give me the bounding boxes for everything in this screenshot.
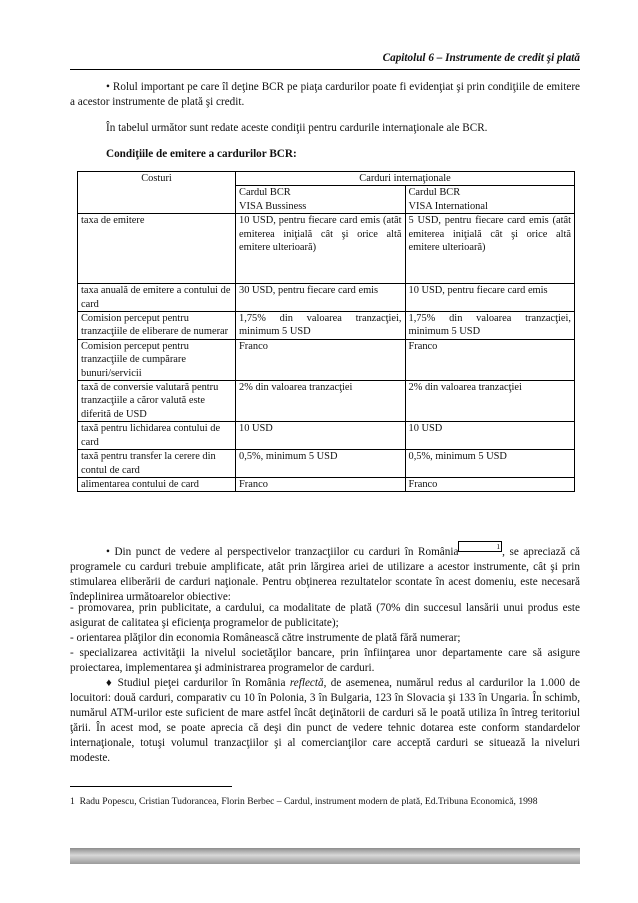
row-value-business: Franco (236, 339, 405, 380)
row-value-business: Franco (236, 477, 405, 491)
perspectives-text: Din punct de vedere al perspectivelor tranzacţiilor cu carduri în România (114, 546, 459, 558)
footnote-mark: 1 (70, 796, 75, 807)
bullet-icon: • (106, 81, 110, 93)
row-value-international: 10 USD, pentru fiecare card emis (405, 284, 575, 312)
diamond-bullet-icon: ♦ (106, 677, 114, 689)
table-row (78, 339, 575, 380)
market-study-paragraph (70, 676, 580, 766)
table-row (78, 381, 575, 422)
market-study-text: Studiul pieţei cardurilor în România (117, 677, 290, 689)
objective-item: - promovarea, prin publicitate, a cardului, ca modalitate de plată (70% din succesul lansării unui produs este asigurat de calitatea şi eficienţa programelor de publicitate); (70, 602, 580, 629)
header-card-international: Cardul BCR VISA International (405, 186, 575, 214)
header-international: Carduri internaţionale (236, 172, 575, 186)
row-value-international: Franco (405, 477, 575, 491)
row-value-business: 1,75% din valoarea tranzacţiei, minimum 5 USD (236, 312, 405, 340)
perspectives-text-cont: , se apreciază că programele cu carduri trebuie amplificate, atât prin lărgirea ariei de utilizare a acestor instrumente, cât şi prin stimularea eliberării de carduri naţionale. Pentru obţinerea rezultatelor scontate în acest domeniu, este necesară îndeplinirea următoarelor obiective: (70, 546, 580, 603)
row-value-international: 2% din valoarea tranzacţiei (405, 381, 575, 422)
footer-decoration (70, 848, 580, 864)
row-value-international: 0,5%, minimum 5 USD (405, 450, 575, 478)
footnote-reference[interactable]: 1 (458, 541, 502, 552)
row-cost: taxă pentru lichidarea contului de card (78, 422, 236, 450)
row-value-international: Franco (405, 339, 575, 380)
intro-text: Rolul important pe care îl deţine BCR pe piaţa cardurilor poate fi evidenţiat şi prin condiţiile de emitere a acestor instrumente de plată şi credit. (70, 81, 581, 108)
table-row (78, 422, 575, 450)
table-row (78, 284, 575, 312)
perspectives-paragraph (70, 541, 580, 605)
table-header-row (78, 172, 575, 186)
row-value-international: 1,75% din valoarea tranzacţiei, minimum 5 USD (405, 312, 575, 340)
bullet-icon: • (106, 546, 110, 558)
row-value-business: 10 USD (236, 422, 405, 450)
table-heading: Condiţiile de emitere a cardurilor BCR: (106, 148, 297, 160)
row-cost: alimentarea contului de card (78, 477, 236, 491)
table-row (78, 214, 575, 284)
row-cost: taxa anuală de emitere a contului de card (78, 284, 236, 312)
row-value-business: 30 USD, pentru fiecare card emis (236, 284, 405, 312)
row-value-international: 5 USD, pentru fiecare card emis (atât emiterea iniţială cât şi orice altă emitere ulterioară) (405, 214, 575, 284)
footnote-text: Radu Popescu, Cristian Tudorancea, Florin Berbec – Cardul, instrument modern de plată, Ed.Tribuna Economică, 1998 (79, 796, 538, 807)
row-cost: Comision perceput pentru tranzacţiile de eliberare de numerar (78, 312, 236, 340)
table-intro-paragraph: În tabelul următor sunt redate aceste condiţii pentru cardurile internaţionale ale BCR. (106, 122, 488, 134)
header-card-business: Cardul BCR VISA Bussiness (236, 186, 405, 214)
row-value-business: 10 USD, pentru fiecare card emis (atât emiterea iniţială cât şi orice altă emitere ulterioară) (236, 214, 405, 284)
objective-item: - orientarea plăţilor din economia Românească către instrumente de plată fără numerar; (70, 632, 461, 644)
footnote-rule (70, 786, 232, 787)
footnote (70, 795, 580, 808)
row-cost: taxa de emitere (78, 214, 236, 284)
row-cost: taxă de conversie valutară pentru tranzacţiile a căror valută este diferită de USD (78, 381, 236, 422)
market-study-text-cont: , de asemenea, numărul redus al cardurilor la 1.000 de locuitori: două carduri, comparativ cu 10 în Polonia, 3 în Bulgaria, 123 în Slovacia şi 133 în Ungaria. În schimb, numărul ATM-urilor este suficient de mare astfel încât deţinătorii de carduri să le poată utiliza în întreg teritoriul ţării. În acest mod, se poate aprecia că deşi din punct de vedere tehnic dotarea este conform standardelor internaţionale, totuşi volumul tranzacţiilor şi al comercianţilor care acceptă carduri se situează la niveluri modeste. (70, 677, 580, 764)
table-row (78, 312, 575, 340)
emphasis-text: reflectă (289, 677, 324, 689)
table-row (78, 477, 575, 491)
header-costs: Costuri (78, 172, 236, 214)
objective-item: - specializarea activităţii la nivelul societăţilor bancare, prin înfiinţarea unor departamente care să asigure proiectarea, implementarea şi administrarea programelor de carduri. (70, 647, 580, 674)
row-value-business: 2% din valoarea tranzacţiei (236, 381, 405, 422)
row-cost: Comision perceput pentru tranzacţiile de cumpărare bunuri/servicii (78, 339, 236, 380)
chapter-header: Capitolul 6 – Instrumente de credit şi plată (382, 52, 580, 64)
row-value-business: 0,5%, minimum 5 USD (236, 450, 405, 478)
table-row (78, 450, 575, 478)
header-rule (70, 69, 580, 70)
card-conditions-table (77, 171, 575, 492)
row-cost: taxă pentru transfer la cerere din contul de card (78, 450, 236, 478)
intro-paragraph (70, 80, 580, 110)
row-value-international: 10 USD (405, 422, 575, 450)
